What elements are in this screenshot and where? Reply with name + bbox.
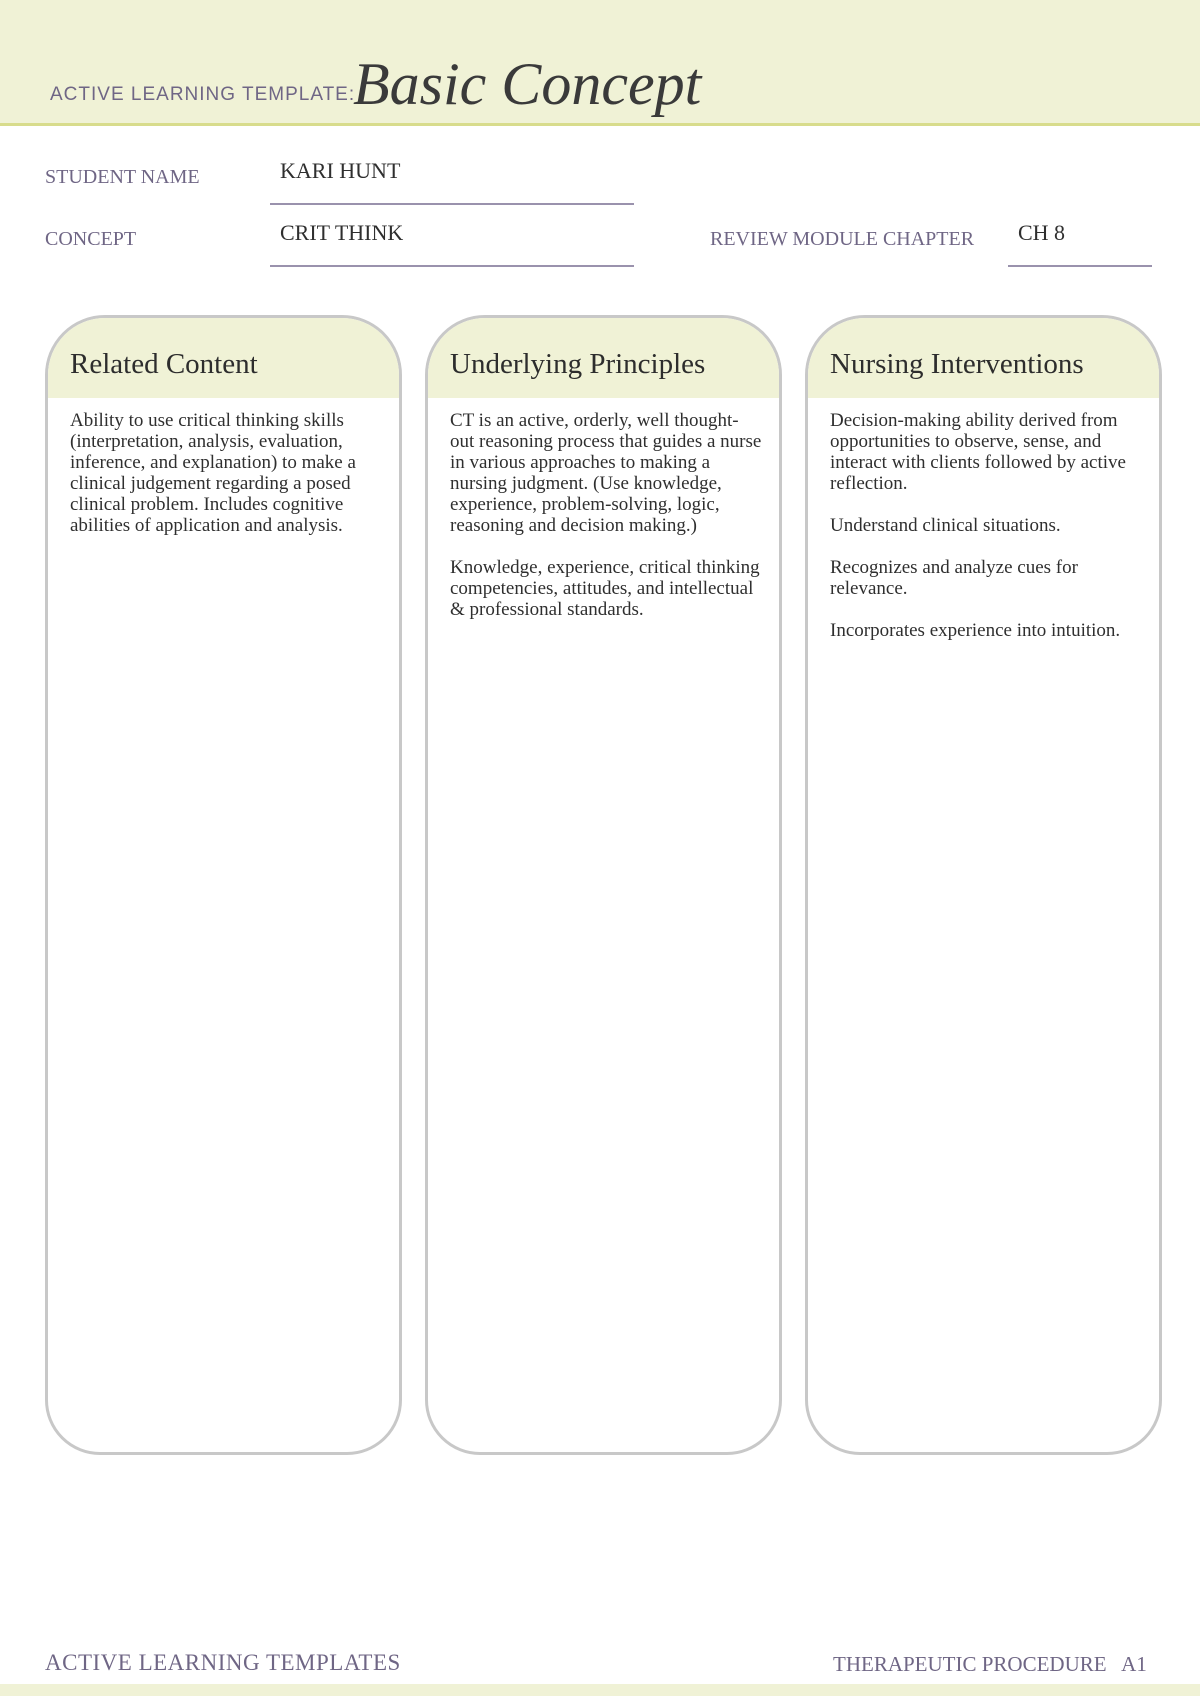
nursing-interventions-paragraph: Understand clinical situations. — [830, 515, 1061, 536]
concept-underline — [270, 265, 634, 267]
footer-section-label: THERAPEUTIC PROCEDURE A1 — [833, 1652, 1147, 1676]
related-content-title: Related Content — [70, 348, 258, 380]
nursing-interventions-header — [808, 318, 1159, 398]
nursing-interventions-title: Nursing Interventions — [830, 348, 1084, 380]
related-content-body[interactable] — [70, 410, 382, 557]
related-content-header — [48, 318, 399, 398]
nursing-interventions-paragraph: Recognizes and analyze cues for relevance. — [830, 557, 1078, 599]
student-name-value[interactable]: KARI HUNT — [280, 158, 401, 183]
nursing-interventions-paragraph: Incorporates experience into intuition. — [830, 620, 1121, 641]
chapter-value[interactable]: CH 8 — [1018, 220, 1066, 245]
concept-value[interactable]: CRIT THINK — [280, 220, 404, 245]
underlying-principles-paragraph: CT is an active, orderly, well thought-out reasoning process that guides a nurse in various approaches to making a nursing judgment. (Use knowledge, experience, problem-solving, logic, reasoning and decision making.) — [450, 410, 762, 536]
chapter-label: REVIEW MODULE CHAPTER — [710, 228, 975, 250]
footer-series-title: ACTIVE LEARNING TEMPLATES — [45, 1650, 401, 1675]
footer-bar — [0, 1684, 1200, 1696]
underlying-principles-paragraph: Knowledge, experience, critical thinking competencies, attitudes, and intellectual & professional standards. — [450, 557, 760, 620]
template-header — [0, 0, 1200, 126]
underlying-principles-header — [428, 318, 779, 398]
underlying-principles-title: Underlying Principles — [450, 348, 706, 380]
student-name-label: STUDENT NAME — [45, 166, 200, 188]
student-name-underline — [270, 203, 634, 205]
nursing-interventions-body[interactable] — [830, 410, 1142, 662]
underlying-principles-column — [425, 315, 782, 1455]
nursing-interventions-paragraph: Decision-making ability derived from opportunities to observe, sense, and interact with clients followed by active reflection. — [830, 410, 1126, 494]
chapter-underline — [1008, 265, 1152, 267]
concept-label: CONCEPT — [45, 228, 137, 250]
nursing-interventions-column — [805, 315, 1162, 1455]
related-content-paragraph: Ability to use critical thinking skills (interpretation, analysis, evaluation, inference, and explanation) to make a clinical judgement regarding a posed clinical problem. Includes cognitive abilities of application and analysis. — [70, 410, 356, 536]
related-content-column — [45, 315, 402, 1455]
template-label: ACTIVE LEARNING TEMPLATE: — [50, 84, 356, 105]
underlying-principles-body[interactable] — [450, 410, 762, 641]
template-title: Basic Concept — [353, 51, 702, 117]
